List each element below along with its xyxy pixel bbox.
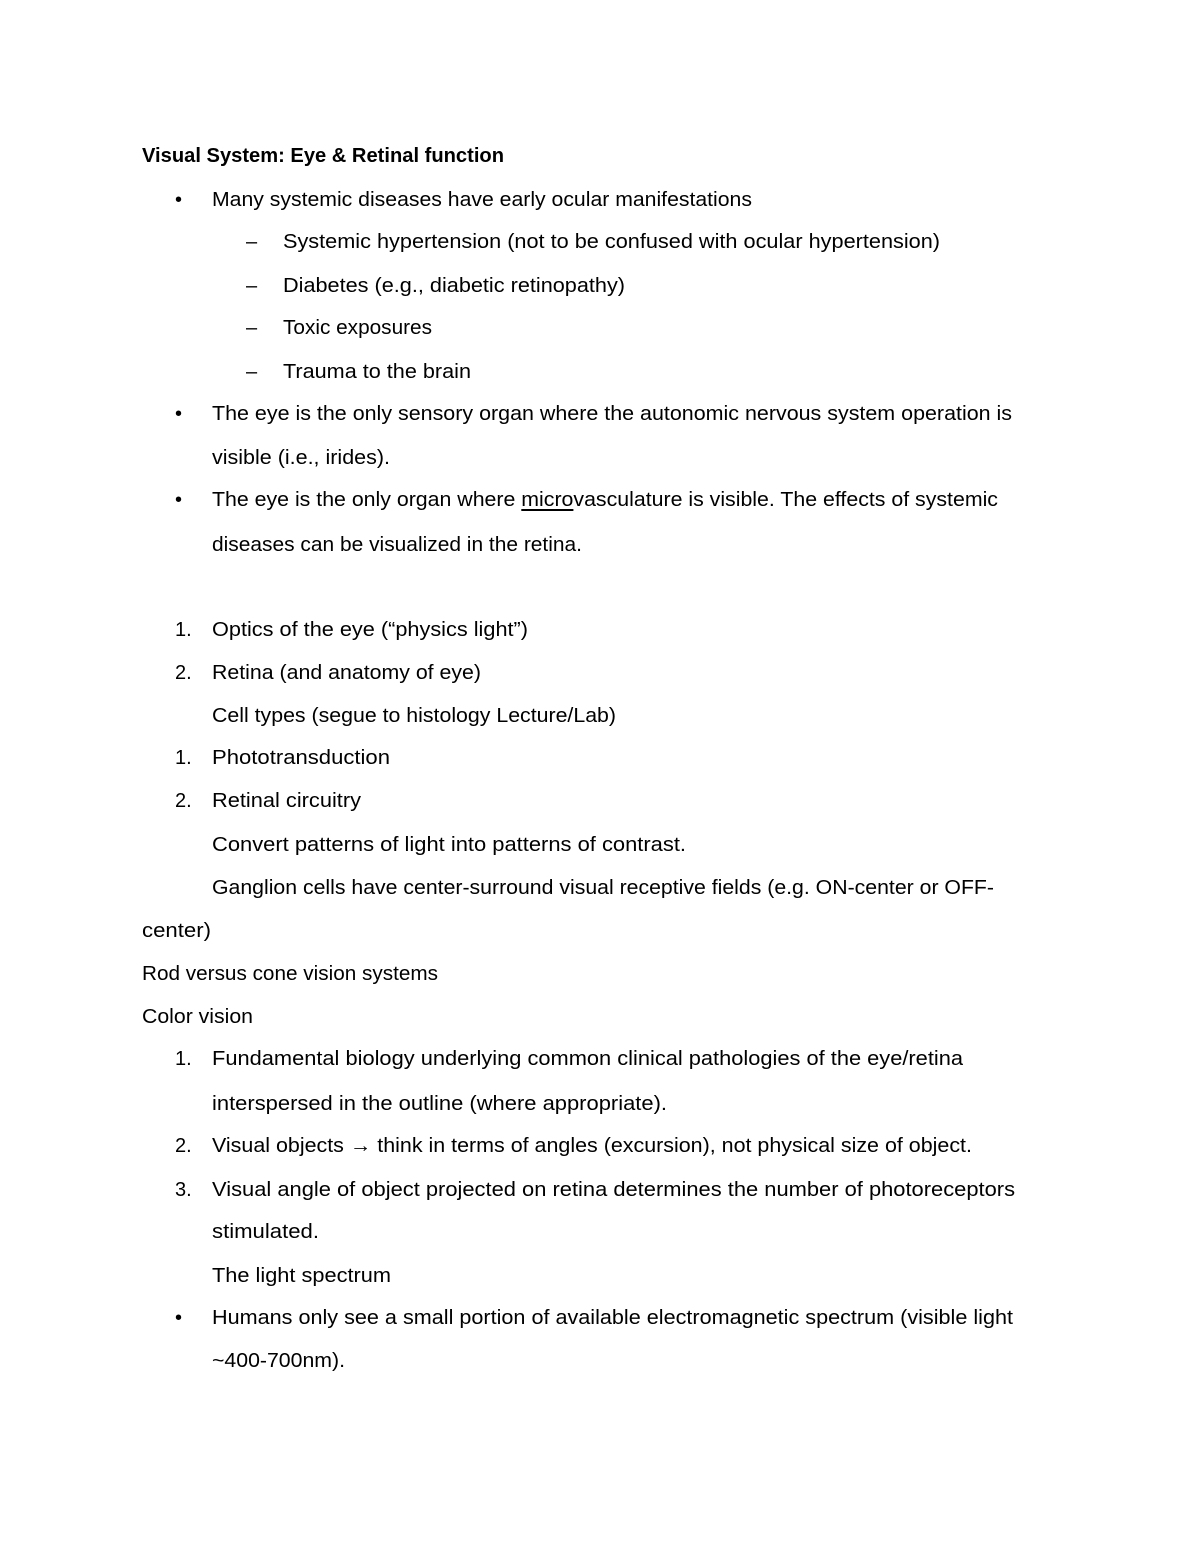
dash-marker: – <box>246 231 258 253</box>
numbered-item-text: Retina (and anatomy of eye) <box>212 662 482 684</box>
right-arrow-icon: → <box>349 1135 372 1157</box>
paragraph-text-continued: center) <box>142 920 211 942</box>
paragraph-text: The light spectrum <box>212 1265 391 1287</box>
numbered-item-text-continued: stimulated. <box>212 1221 319 1243</box>
numbered-marker: 3. <box>175 1179 192 1201</box>
bullet-text-continued: ~400-700nm). <box>212 1350 345 1372</box>
numbered-item-text: Visual angle of object projected on retina determines the number of photoreceptors <box>212 1179 1016 1201</box>
numbered-item-text <box>212 1134 972 1158</box>
subitem-text: Toxic exposures <box>283 317 432 339</box>
numbered-item-segment: think in terms of angles (excursion), not physical size of object. <box>371 1135 972 1157</box>
numbered-marker: 2. <box>175 662 192 684</box>
numbered-marker: 1. <box>175 619 192 641</box>
bullet-text-continued: visible (i.e., irides). <box>212 447 390 469</box>
subitem-text: Systemic hypertension (not to be confused with ocular hypertension) <box>283 231 941 253</box>
bullet-text-segment: The eye is the only organ where <box>212 489 522 511</box>
bullet-marker: • <box>175 1307 183 1329</box>
bullet-text-continued: diseases can be visualized in the retina. <box>212 534 582 556</box>
dash-marker: – <box>246 361 258 383</box>
document-title: Visual System: Eye & Retinal function <box>142 145 505 167</box>
bullet-text: The eye is the only sensory organ where the autonomic nervous system operation is <box>212 403 1013 425</box>
paragraph-text: Color vision <box>142 1006 254 1028</box>
dash-marker: – <box>246 275 258 297</box>
paragraph-text: Rod versus cone vision systems <box>142 963 439 985</box>
numbered-item-text: Phototransduction <box>212 747 391 769</box>
numbered-item-text: Fundamental biology underlying common clinical pathologies of the eye/retina <box>212 1048 964 1070</box>
paragraph-text: Cell types (segue to histology Lecture/Lab) <box>212 705 617 727</box>
bullet-marker: • <box>175 489 183 511</box>
paragraph-text: Convert patterns of light into patterns of contrast. <box>212 834 687 856</box>
subitem-text: Trauma to the brain <box>283 361 471 383</box>
numbered-marker: 1. <box>175 747 192 769</box>
numbered-item-text: Optics of the eye (“physics light”) <box>212 619 529 641</box>
subitem-text: Diabetes (e.g., diabetic retinopathy) <box>283 275 626 297</box>
underlined-word: micro <box>521 489 574 511</box>
bullet-text: Many systemic diseases have early ocular manifestations <box>212 189 752 211</box>
paragraph-text: Ganglion cells have center-surround visual receptive fields (e.g. ON-center or OFF- <box>212 877 994 899</box>
numbered-item-text: Retinal circuitry <box>212 790 362 812</box>
numbered-marker: 2. <box>175 1135 192 1157</box>
bullet-text: Humans only see a small portion of available electromagnetic spectrum (visible light <box>212 1307 1014 1329</box>
numbered-marker: 1. <box>175 1048 192 1070</box>
bullet-marker: • <box>175 189 183 211</box>
dash-marker: – <box>246 317 258 339</box>
numbered-item-text-continued: interspersed in the outline (where appropriate). <box>212 1093 667 1115</box>
bullet-text <box>212 488 998 512</box>
numbered-marker: 2. <box>175 790 192 812</box>
bullet-marker: • <box>175 403 183 425</box>
numbered-item-segment: Visual objects <box>212 1135 350 1157</box>
bullet-text-segment: vasculature is visible. The effects of systemic <box>573 489 998 511</box>
